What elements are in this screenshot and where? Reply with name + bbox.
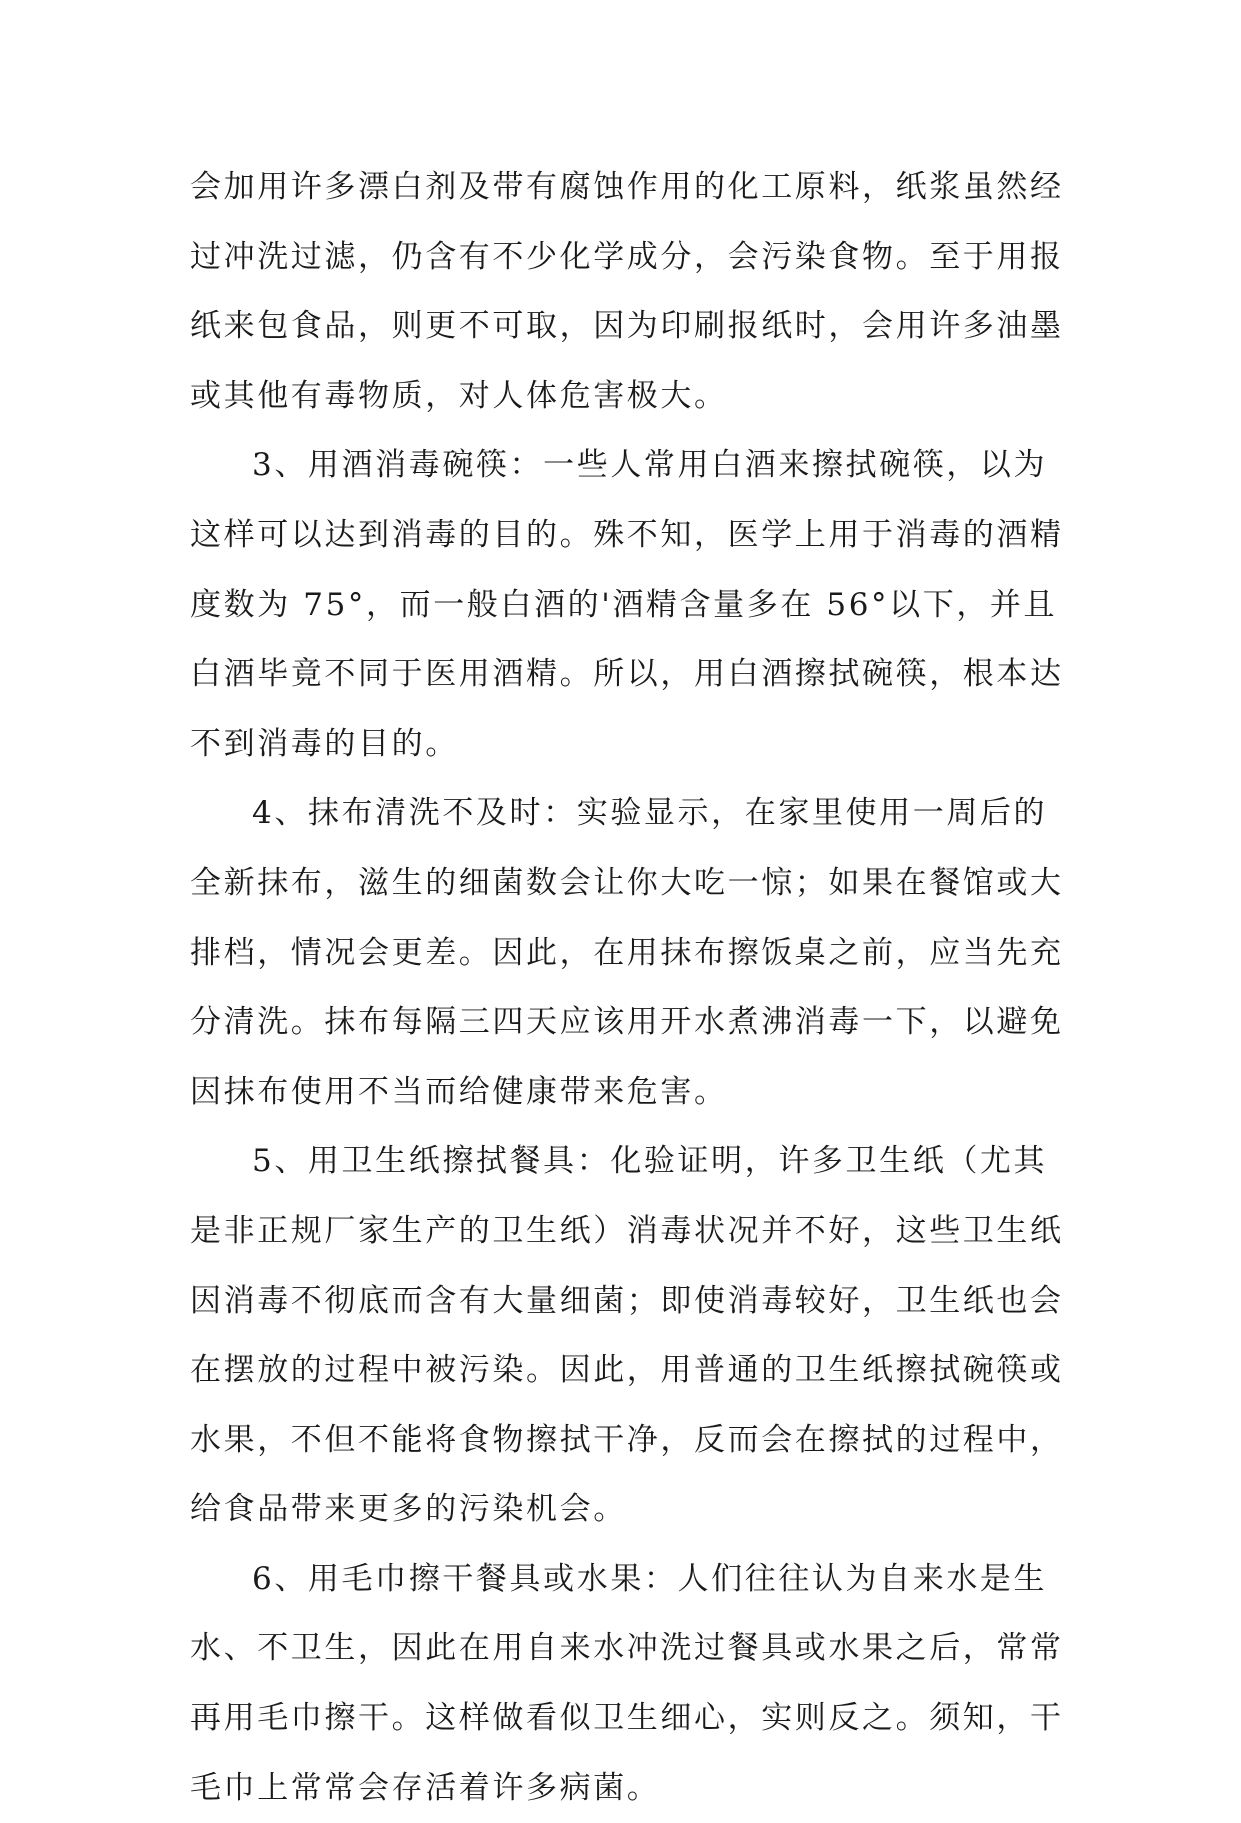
paragraph-start-item-5: 5、用卫生纸擦拭餐具：化验证明，许多卫生纸（尤其 <box>252 1143 1048 1180</box>
text-line: 在摆放的过程中被污染。因此，用普通的卫生纸擦拭碗筷或 <box>190 1352 1064 1389</box>
text-line: 分清洗。抹布每隔三四天应该用开水煮沸消毒一下，以避免 <box>190 1004 1064 1041</box>
text-line: 毛巾上常常会存活着许多病菌。 <box>190 1769 661 1806</box>
text-line: 会加用许多漂白剂及带有腐蚀作用的化工原料，纸浆虽然经 <box>190 169 1064 205</box>
text-line: 全新抹布，滋生的细菌数会让你大吃一惊；如果在餐馆或大 <box>190 864 1064 901</box>
text-line: 给食品带来更多的污染机会。 <box>190 1491 627 1528</box>
text-line: 白酒毕竟不同于医用酒精。所以，用白酒擦拭碗筷，根本达 <box>190 656 1064 693</box>
text-line: 这样可以达到消毒的目的。殊不知，医学上用于消毒的酒精 <box>190 516 1064 553</box>
text-line: 纸来包食品，则更不可取，因为印刷报纸时，会用许多油墨 <box>190 308 1064 345</box>
paragraph-start-item-6: 6、用毛巾擦干餐具或水果：人们往往认为自来水是生 <box>252 1560 1048 1597</box>
text-line: 水、不卫生，因此在用自来水冲洗过餐具或水果之后，常常 <box>190 1630 1064 1667</box>
paragraph-start-item-4: 4、抹布清洗不及时：实验显示，在家里使用一周后的 <box>252 795 1048 832</box>
text-line: 排档，情况会更差。因此，在用抹布擦饭桌之前，应当先充 <box>190 934 1064 971</box>
document-body <box>190 153 1070 1823</box>
paragraph-start-item-3: 3、用酒消毒碗筷：一些人常用白酒来擦拭碗筷，以为 <box>252 447 1048 484</box>
text-line: 度数为 75°，而一般白酒的'酒精含量多在 56°以下，并且 <box>190 586 1058 623</box>
text-line: 或其他有毒物质，对人体危害极大。 <box>190 377 728 414</box>
text-line: 因消毒不彻底而含有大量细菌；即使消毒较好，卫生纸也会 <box>190 1282 1064 1319</box>
text-line: 再用毛巾擦干。这样做看似卫生细心，实则反之。须知，干 <box>190 1700 1064 1737</box>
text-line: 是非正规厂家生产的卫生纸）消毒状况并不好，这些卫生纸 <box>190 1212 1064 1249</box>
text-line: 不到消毒的目的。 <box>190 725 459 762</box>
text-line: 过冲洗过滤，仍含有不少化学成分，会污染食物。至于用报 <box>190 238 1064 275</box>
text-line: 水果，不但不能将食物擦拭干净，反而会在擦拭的过程中， <box>190 1421 1064 1458</box>
text-line: 因抹布使用不当而给健康带来危害。 <box>190 1073 728 1110</box>
